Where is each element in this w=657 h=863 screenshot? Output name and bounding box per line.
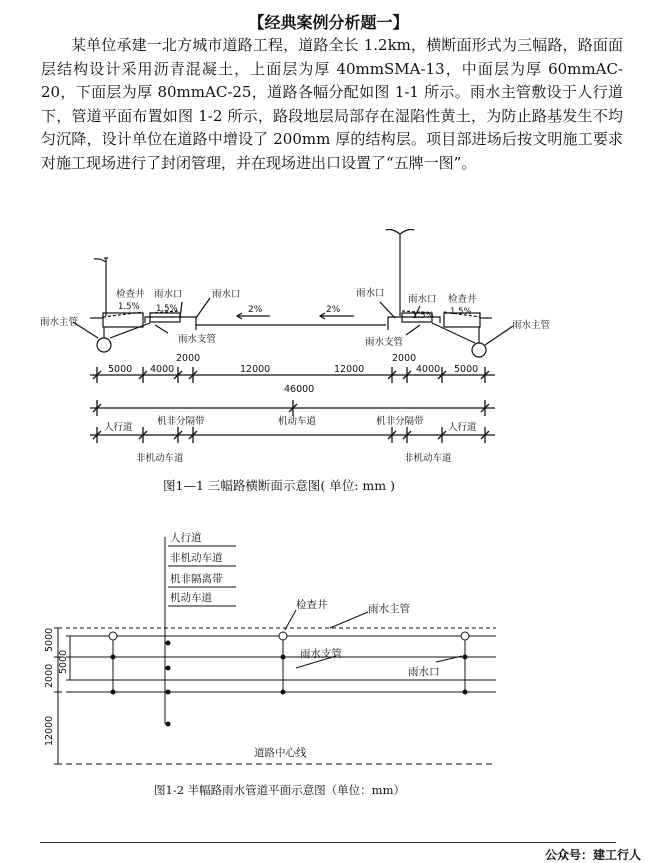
legend-sidewalk: 人行道 bbox=[170, 532, 202, 544]
dim-4000-left: 4000 bbox=[150, 364, 175, 375]
zone-nonmotor-right: 非机动车道 bbox=[404, 453, 452, 464]
label-branch-pipe-left: 雨水支管 bbox=[178, 334, 217, 345]
section-title: 【经典案例分析题一】 bbox=[248, 13, 409, 32]
inspection-well-marker-1 bbox=[109, 632, 117, 640]
dim-12000-left: 12000 bbox=[240, 364, 271, 375]
label-rain-inlet-left-2: 雨水口 bbox=[212, 289, 241, 300]
legend-motor-lane: 机动车道 bbox=[170, 592, 212, 604]
dim-12000-right: 12000 bbox=[334, 364, 365, 375]
dim-2000-right: 2000 bbox=[392, 353, 417, 364]
label-branch-pipe-right: 雨水支管 bbox=[365, 337, 404, 348]
figure-2-plan bbox=[54, 537, 496, 764]
label-fig2-main-pipe: 雨水主管 bbox=[368, 603, 410, 615]
footer-source: 公众号：建工行人 bbox=[544, 848, 641, 862]
fig2-dim-5000-sub: 5000 bbox=[58, 649, 69, 674]
dimension-ticks bbox=[93, 367, 489, 443]
zone-nonmotor-left: 非机动车道 bbox=[136, 453, 184, 464]
label-slope-right-1: 1.5% bbox=[412, 311, 434, 321]
inspection-well-marker-3 bbox=[461, 632, 469, 640]
fig2-dim-5000: 5000 bbox=[44, 627, 55, 652]
label-main-pipe-right: 雨水主管 bbox=[512, 320, 551, 331]
fig2-dim-2000: 2000 bbox=[44, 663, 55, 688]
label-fig2-centerline: 道路中心线 bbox=[254, 747, 307, 759]
zone-sidewalk-right: 人行道 bbox=[448, 422, 477, 433]
label-fig2-inspection-well: 检查井 bbox=[296, 599, 328, 611]
label-slope-right-2: 1.5% bbox=[450, 307, 472, 317]
label-slope-left-1: 1.5% bbox=[118, 302, 140, 312]
label-main-pipe-left: 雨水主管 bbox=[40, 317, 79, 328]
zone-motor-lane: 机动车道 bbox=[278, 416, 317, 427]
fig2-dim-12000: 12000 bbox=[44, 715, 55, 746]
inspection-well-marker-2 bbox=[279, 632, 287, 640]
zone-separator-left: 机非分隔带 bbox=[157, 416, 205, 427]
label-inspection-well-right: 检查井 bbox=[448, 294, 477, 305]
label-rain-inlet-right-2: 雨水口 bbox=[408, 294, 437, 305]
figure-1-caption: 图1—1 三幅路横断面示意图( 单位: mm ) bbox=[163, 478, 395, 493]
label-fig2-rain-inlet: 雨水口 bbox=[408, 666, 440, 678]
case-description: 某单位承建一北方城市道路工程，道路全长 1.2km，横断面形式为三幅路，路面面层结构设计采用沥青混凝土，上面层为厚 40mmSMA-13，中面层为厚 60mmAC-20，下面层为厚 80mmAC-25，道路各幅分配如图 1-1 所示。雨水主管敷设于人行道下，管道平面布置如图 1-2 所示，路段地层局部存在湿陷性黄土，为防止路基发生不均匀沉降，设计单位在道路中增设了 200mm 厚的结构层。项目部进场后按文明施工要求对施工现场进行了封闭管理，并在现场进出口设置了“五牌一图”。 bbox=[41, 36, 623, 172]
dim-5000-left: 5000 bbox=[108, 364, 133, 375]
label-rain-inlet-right: 雨水口 bbox=[356, 288, 385, 299]
legend-nonmotor-lane: 非机动车道 bbox=[170, 552, 223, 564]
label-slope-center-right: 2% bbox=[326, 305, 341, 315]
dim-4000-right: 4000 bbox=[416, 364, 441, 375]
figure-2-caption: 图1-2 半幅路雨水管道平面示意图（单位：mm） bbox=[154, 783, 405, 797]
zone-sidewalk-left: 人行道 bbox=[104, 422, 133, 433]
legend-separator: 机非隔离带 bbox=[170, 573, 223, 585]
dim-5000-right: 5000 bbox=[454, 364, 479, 375]
label-slope-left-2: 1.5% bbox=[156, 304, 178, 314]
label-inspection-well-left: 检查井 bbox=[116, 289, 145, 300]
label-slope-center-left: 2% bbox=[248, 305, 263, 315]
zone-separator-right: 机非分隔带 bbox=[376, 416, 424, 427]
dim-2000-left: 2000 bbox=[176, 353, 201, 364]
label-rain-inlet-left: 雨水口 bbox=[154, 289, 183, 300]
label-fig2-branch-pipe: 雨水支管 bbox=[300, 648, 342, 660]
footer-divider bbox=[40, 842, 616, 843]
dim-total: 46000 bbox=[284, 384, 315, 395]
